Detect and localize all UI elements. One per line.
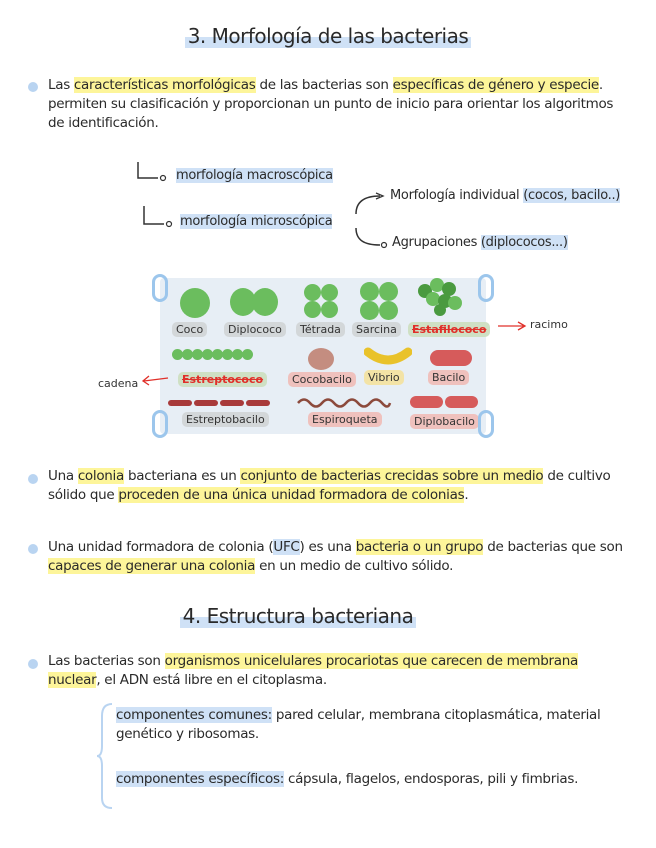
label-vibrio: Vibrio bbox=[364, 370, 404, 385]
label-estafilococo: Estafilococo bbox=[408, 322, 490, 337]
paperclip-icon bbox=[152, 274, 168, 302]
espiroqueta-shape bbox=[296, 396, 392, 410]
label-cocobacilo: Cocobacilo bbox=[288, 372, 356, 387]
bullet bbox=[28, 82, 38, 92]
bullet bbox=[28, 659, 38, 669]
label-tetrada: Tétrada bbox=[296, 322, 345, 337]
sarcina-shape bbox=[360, 282, 398, 320]
individual-label: Morfología individual (cocos, bacilo..) bbox=[390, 188, 621, 203]
bullet bbox=[28, 544, 38, 554]
diplococo-shape-b bbox=[252, 288, 278, 316]
agrupaciones-label: Agrupaciones (diplococos...) bbox=[392, 235, 568, 250]
paperclip-icon bbox=[478, 274, 494, 302]
vibrio-shape bbox=[364, 344, 412, 368]
bacilo-shape bbox=[430, 350, 472, 366]
bullet bbox=[28, 474, 38, 484]
label-diplobacilo: Diplobacilo bbox=[410, 414, 479, 429]
label-estreptococo: Estreptococo bbox=[178, 372, 267, 387]
paragraph-ufc: Una unidad formadora de colonia (UFC) es una bacteria o un grupo de bacterias que son capaces de generar una colonia en un medio de cultivo sólido. bbox=[48, 539, 623, 574]
cocobacilo-shape bbox=[308, 348, 334, 370]
paragraph-morfologia: Las características morfológicas de las bacterias son específicas de género y especie. permiten su clasificación y proporcionan un punto de inicio para orientar los algoritmos de identificación. bbox=[48, 77, 614, 131]
componentes-comunes: componentes comunes: pared celular, membrana citoplasmática, material genético y ribosomas. bbox=[116, 707, 601, 742]
label-coco: Coco bbox=[172, 322, 207, 337]
note-cadena: cadena bbox=[98, 377, 139, 390]
paperclip-icon bbox=[152, 410, 168, 438]
paperclip-icon bbox=[478, 410, 494, 438]
arrow-racimo-icon bbox=[496, 320, 530, 332]
brace-icon bbox=[96, 702, 116, 810]
label-diplococo: Diplococo bbox=[224, 322, 286, 337]
componentes-especificos: componentes específicos: cápsula, flagelos, endosporas, pili y fimbrias. bbox=[116, 771, 579, 787]
section-4-title: 4. Estructura bacteriana bbox=[0, 604, 596, 628]
micro-label: morfología microscópica bbox=[180, 214, 333, 229]
label-sarcina: Sarcina bbox=[352, 322, 401, 337]
coco-shape bbox=[180, 288, 210, 318]
section-3-title: 3. Morfología de las bacterias bbox=[0, 24, 656, 48]
estreptococo-shape bbox=[172, 349, 262, 361]
paragraph-colonia: Una colonia bacteriana es un conjunto de bacterias crecidas sobre un medio de cultivo sólido que proceden de una única unidad formadora de colonias. bbox=[48, 468, 611, 503]
label-bacilo: Bacilo bbox=[428, 370, 469, 385]
arrow-cadena-icon bbox=[140, 374, 170, 386]
bacteria-morphology-figure bbox=[160, 278, 486, 434]
estreptobacilo-shape bbox=[168, 400, 272, 406]
paragraph-estructura: Las bacterias son organismos unicelulares procariotas que carecen de membrana nuclear, el ADN está libre en el citoplasma. bbox=[48, 653, 578, 688]
estafilococo-shape bbox=[418, 278, 464, 318]
note-racimo: racimo bbox=[530, 318, 568, 331]
macro-label: morfología macroscópica bbox=[176, 168, 333, 183]
branch-connectors bbox=[346, 188, 396, 254]
tetrada-shape bbox=[304, 284, 338, 318]
diplobacilo-shape bbox=[410, 396, 478, 408]
label-espiroqueta: Espiroqueta bbox=[308, 412, 382, 427]
label-estreptobacilo: Estreptobacilo bbox=[182, 412, 269, 427]
